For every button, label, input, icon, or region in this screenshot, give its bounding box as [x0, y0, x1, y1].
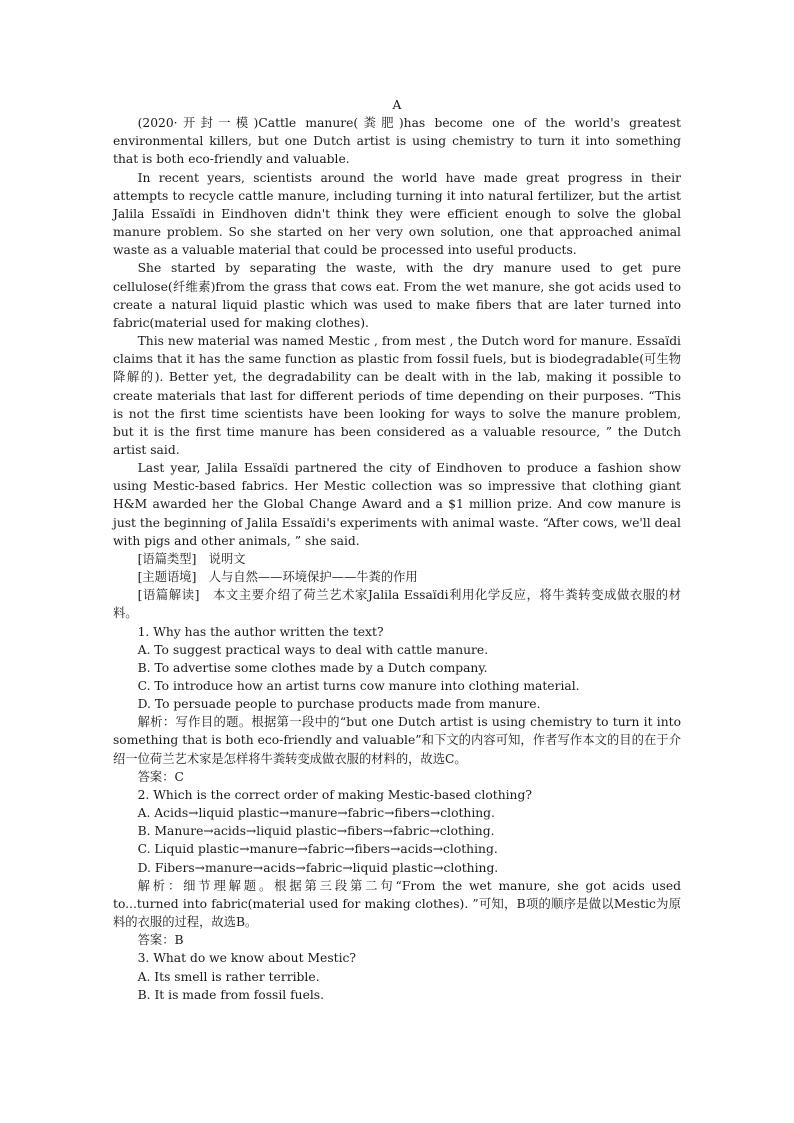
question-1-option-b: B. To advertise some clothes made by a Dutch company. — [137, 660, 488, 675]
question-3-option-a: A. Its smell is rather terrible. — [137, 969, 320, 984]
question-2-option-d: D. Fibers→manure→acids→fabric→liquid plastic→clothing. — [137, 860, 499, 875]
passage-paragraph-4: This new material was named Mestic , from mest , the Dutch word for manure. Essaïdi claims that it has the same function as plastic from fossil fuels, but is biodegradable(可生物降解的). Better yet, the degradability can be dealt with in the lab, making it possible to create materials that last for different periods of time depending on their purposes. “This is not the first time scientists have been looking for ways to solve the manure problem, but it is the first time manure has been considered as a valuable resource, ” the Dutch artist said. — [113, 334, 681, 457]
question-1-stem: 1. Why has the author written the text? — [137, 624, 384, 639]
question-2-analysis: 解析：细节理解题。根据第三段第二句“From the wet manure, she got acids used to...turned into fabric(material used for making clothes). ”可知，B项的顺序是做以Mestic为原料的衣服的过程，故选B。 — [113, 878, 681, 930]
question-2-option-a: A. Acids→liquid plastic→manure→fabric→fibers→clothing. — [137, 806, 495, 821]
question-1-option-c: C. To introduce how an artist turns cow manure into clothing material. — [137, 679, 580, 693]
passage-paragraph-1: (2020·开封一模)Cattle manure(粪肥)has become one of the world's greatest environmental killers, but one Dutch artist is using chemistry to turn it into something that is both eco-friendly and valuable. — [113, 116, 681, 167]
question-1-answer: 答案：C — [137, 769, 184, 784]
note-reading: [语篇解读] 本文主要介绍了荷兰艺术家Jalila Essaïdi利用化学反应，将牛粪转变成做衣服的材料。 — [113, 588, 681, 621]
passage-paragraph-3: She started by separating the waste, with the dry manure used to get pure cellulose(纤维素)from the grass that cows eat. From the wet manure, she got acids used to create a natural liquid plastic which was used to make fibers that are later turned into fabric(material used for making clothes). — [113, 261, 681, 330]
note-theme: [主题语境] 人与自然——环境保护——牛粪的作用 — [137, 570, 418, 585]
question-2-stem: 2. Which is the correct order of making Mestic-based clothing? — [137, 787, 532, 802]
passage-paragraph-5: Last year, Jalila Essaïdi partnered the city of Eindhoven to produce a fashion show using Mestic-based fabrics. Her Mestic collection was so impressive that clothing giant H&M awarded her the Global Change Award and a $1 million prize. And cow manure is just the beginning of Jalila Essaïdi's experiments with animal waste. “After cows, we'll deal with pigs and other animals, ” she said. — [113, 461, 681, 548]
question-1-option-d: D. To persuade people to purchase products made from manure. — [137, 697, 541, 712]
question-1-analysis: 解析：写作目的题。根据第一段中的“but one Dutch artist is using chemistry to turn it into something that is both eco-friendly and valuable”和下文的内容可知，作者写作本文的目的在于介绍一位荷兰艺术家是怎样将牛粪转变成做衣服的材料的，故选C。 — [113, 715, 681, 766]
question-2-answer: 答案：B — [137, 933, 184, 948]
question-3-stem: 3. What do we know about Mestic? — [137, 951, 356, 966]
passage-label: A — [392, 98, 402, 112]
question-3-option-b: B. It is made from fossil fuels. — [137, 987, 325, 1002]
question-2-option-c: C. Liquid plastic→manure→fabric→fibers→acids→clothing. — [137, 842, 498, 857]
passage-paragraph-2: In recent years, scientists around the world have made great progress in their attempts to recycle cattle manure, including turning it into natural fertilizer, but the artist Jalila Essaïdi in Eindhoven didn't think they were efficient enough to solve the global manure problem. So she started on her very own solution, one that approached animal waste as a valuable material that could be processed into useful products. — [113, 170, 681, 258]
document-page — [113, 96, 681, 1004]
note-text-type: [语篇类型] 说明文 — [137, 551, 246, 566]
question-1-option-a: A. To suggest practical ways to deal with cattle manure. — [137, 642, 489, 657]
question-2-option-b: B. Manure→acids→liquid plastic→fibers→fabric→clothing. — [137, 824, 495, 839]
